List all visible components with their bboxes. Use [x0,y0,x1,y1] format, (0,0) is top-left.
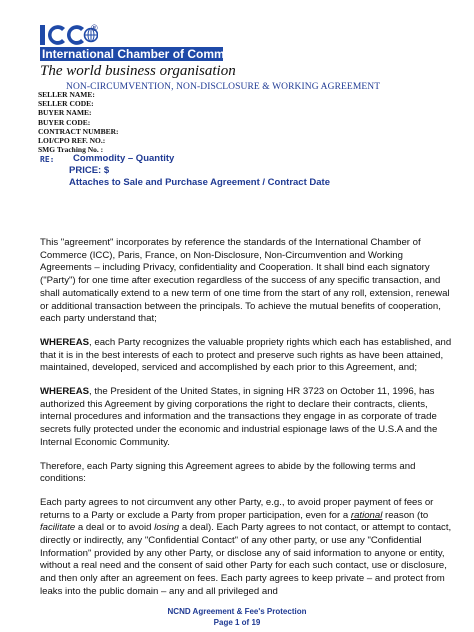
text-losing: losing [154,522,180,534]
contract-fields [38,90,119,154]
re-attachment: Attaches to Sale and Purchase Agreement / Contract Date [69,177,330,188]
footer-title: NCND Agreement & Fee's Protection [167,607,307,616]
field-contract-number: CONTRACT NUMBER: [38,126,119,136]
text-segment: a deal). Each Party agrees to not contact, or attempt to contact, directly or indirectly, any "Confidential Contact" of any other party, or use any "Confidential Information" provided by any other Party, or disclose any of said information to anyone or entity, without a real need and the consent of said other Party for each such contact, use or disclosure, and then only after an agreement on fees. Each party agrees to keep private – and protect from leaks into the public domain – any and all privileged and [40,522,452,597]
agreement-body [40,237,452,610]
re-label: RE: [40,155,55,164]
text-segment: a deal or to avoid [75,522,155,534]
paragraph-therefore: Therefore, each Party signing this Agreement agrees to abide by the following terms and conditions: [40,460,416,485]
re-commodity: Commodity – Quantity [73,153,175,164]
registered-mark: ® [91,23,98,33]
field-loi-cpo-ref: LOI/CPO REF. NO.: [38,136,106,146]
re-price: PRICE: $ [69,165,110,176]
paragraph-whereas-2 [40,386,452,450]
field-seller-name: SELLER NAME: [38,90,95,99]
text-facilitate: facilitate [40,522,76,534]
icc-logo [40,24,98,46]
whereas-label: WHEREAS [40,336,90,348]
whereas-2-text: , the President of the United States, in signing HR 3723 on October 11, 1996, has authorized this Agreement by giving corporations the right to declare their contracts, clients, internal procedures and information and the transactions they engage in as corporate of trade secrets fully protected under the economic and industrial espionage laws of the U.S.A and the Internal Economic Community. [40,386,438,448]
page-number: Page 1 of 19 [213,618,261,627]
organization-tagline: The world business organisation [40,63,236,79]
paragraph-intro: This "agreement" incorporates by reference the standards of the International Chamber of Commerce (ICC), Paris, France, on Non-Disclosure, Non-Circumvention and Working Agreements – including Privacy, confidentiality and Cooperation. It shall bind each signatory ("Party") for one time after execution regardless of the success of any specific transaction, and shall automatically extend to a new term of one time from the start of any roll, extension, renewal or additional transaction between the principals. To achieve the mutual benefits of cooperation, each party understand that; [40,237,450,325]
field-smg-tracking: SMG Traching No. : [38,145,104,155]
organization-name-bar: International Chamber of Commerce [42,47,250,61]
paragraph-whereas-1 [40,337,452,375]
field-buyer-name: BUYER NAME: [38,108,92,118]
field-seller-code: SELLER CODE: [38,99,94,109]
text-rational: rational [350,509,383,521]
field-buyer-code: BUYER CODE: [38,117,91,127]
whereas-1-text: , each Party recognizes the valuable propriety rights which each has established, and that it is in the best interests of each to protect and preserve such rights as have been attained, maintained, developed, serviced and accomplished by each prior to this Agreement, and; [40,336,452,374]
text-segment: reason (to [382,509,429,521]
text-segment: Each party agrees to not circumvent any other Party, e.g., to avoid proper payment of fees or returns to a Party or exclude a Party from proper participation, even for a [40,496,434,521]
paragraph-non-circumvention [40,497,452,599]
whereas-label: WHEREAS [40,386,90,398]
document-title: NON-CIRCUMVENTION, NON-DISCLOSURE & WORKING AGREEMENT [66,82,381,92]
